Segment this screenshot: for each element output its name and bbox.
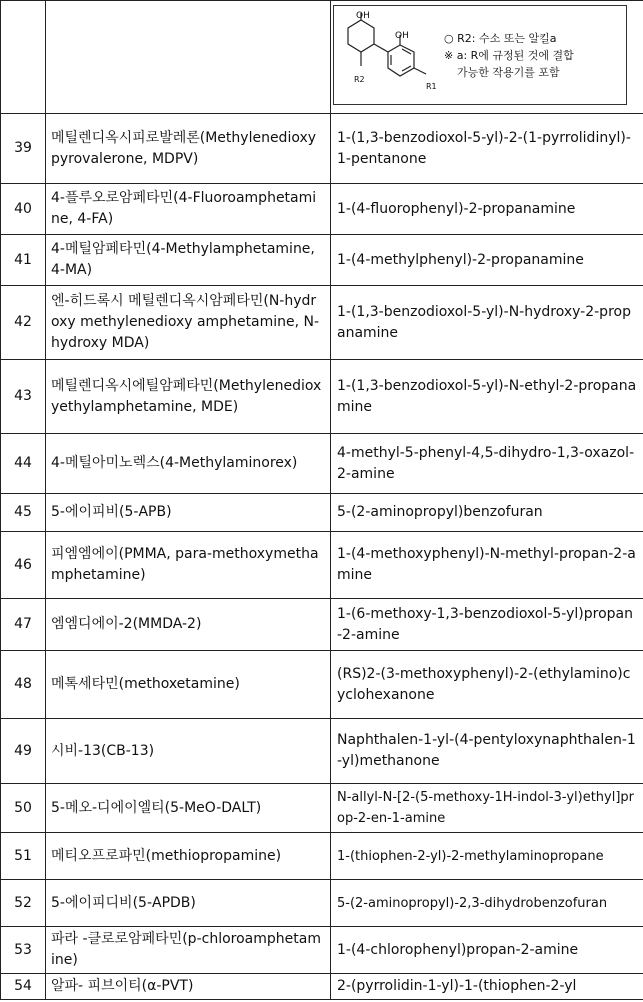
substance-name: 피엠엠에이(PMMA, para-methoxymethamphetamine) <box>46 532 331 599</box>
chemical-name: 2-(pyrrolidin-1-yl)-1-(thiophen-2-yl <box>331 974 643 1000</box>
table-row <box>1 360 643 434</box>
structure-figure <box>333 5 627 105</box>
chemical-name: N-allyl-N-[2-(5-methoxy-1H-indol-3-yl)ethyl]prop-2-en-1-amine <box>331 784 643 833</box>
chemical-name: 5-(2-aminopropyl)-2,3-dihydrobenzofuran <box>331 880 643 927</box>
table-row <box>1 719 643 784</box>
chemical-name: 1-(6-methoxy-1,3-benzodioxol-5-yl)propan-2-amine <box>331 599 643 651</box>
table-row <box>1 494 643 532</box>
chemical-name: Naphthalen-1-yl-(4-pentyloxynaphthalen-1-yl)methanone <box>331 719 643 784</box>
row-number: 43 <box>1 360 46 434</box>
row-number: 45 <box>1 494 46 532</box>
header-empty-name <box>46 1 331 114</box>
row-number: 40 <box>1 184 46 235</box>
chemical-name: 1-(1,3-benzodioxol-5-yl)-2-(1-pyrrolidinyl)-1-pentanone <box>331 114 643 184</box>
table-row <box>1 880 643 927</box>
chemical-name: 1-(4-methoxyphenyl)-N-methyl-propan-2-amine <box>331 532 643 599</box>
r1-label: R1 <box>426 82 437 91</box>
table-row <box>1 235 643 286</box>
table-row <box>1 651 643 719</box>
substance-name: 4-플루오로암페타민(4-Fluoroamphetamine, 4-FA) <box>46 184 331 235</box>
row-number: 46 <box>1 532 46 599</box>
row-number: 49 <box>1 719 46 784</box>
row-number: 53 <box>1 927 46 974</box>
substance-name: 메톡세타민(methoxetamine) <box>46 651 331 719</box>
row-number: 47 <box>1 599 46 651</box>
row-number: 50 <box>1 784 46 833</box>
row-number: 42 <box>1 286 46 360</box>
chemical-name: 5-(2-aminopropyl)benzofuran <box>331 494 643 532</box>
row-number: 39 <box>1 114 46 184</box>
chemical-name: 1-(thiophen-2-yl)-2-methylaminopropane <box>331 833 643 880</box>
chemical-name: 1-(1,3-benzodioxol-5-yl)-N-ethyl-2-propanamine <box>331 360 643 434</box>
oh-top-label: OH <box>356 11 370 21</box>
table-header-row <box>1 1 643 114</box>
table-row <box>1 833 643 880</box>
substance-name: 알파- 피브이티(α-PVT) <box>46 974 331 1000</box>
table-row <box>1 784 643 833</box>
substance-name: 파라 -클로로암페타민(p-chloroamphetamine) <box>46 927 331 974</box>
header-empty-num <box>1 1 46 114</box>
substance-name: 4-메틸아미노렉스(4-Methylaminorex) <box>46 434 331 494</box>
row-number: 51 <box>1 833 46 880</box>
legend-line: 가능한 작용기를 포함 <box>457 66 560 79</box>
chemical-name: 1-(4-chlorophenyl)propan-2-amine <box>331 927 643 974</box>
oh-ring-label: OH <box>395 31 409 41</box>
table-row <box>1 434 643 494</box>
substance-name: 메틸렌디옥시에틸암페타민(Methylenedioxyethylamphetamine, MDE) <box>46 360 331 434</box>
row-number: 41 <box>1 235 46 286</box>
substance-name: 4-메틸암페타민(4-Methylamphetamine, 4-MA) <box>46 235 331 286</box>
row-number: 54 <box>1 974 46 1000</box>
substance-name: 시비-13(CB-13) <box>46 719 331 784</box>
table-row <box>1 184 643 235</box>
substance-name: 엠엠디에이-2(MMDA-2) <box>46 599 331 651</box>
chemical-name: 4-methyl-5-phenyl-4,5-dihydro-1,3-oxazol-2-amine <box>331 434 643 494</box>
substance-name: 5-에이피디비(5-APDB) <box>46 880 331 927</box>
substance-name: 메티오프로파민(methiopropamine) <box>46 833 331 880</box>
row-number: 44 <box>1 434 46 494</box>
substance-name: 5-메오-디에이엘티(5-MeO-DALT) <box>46 784 331 833</box>
structure-legend <box>444 30 574 81</box>
table-row <box>1 927 643 974</box>
substance-name: 5-에이피비(5-APB) <box>46 494 331 532</box>
legend-line: ○ R2: 수소 또는 알킬a <box>444 32 557 45</box>
table-row <box>1 532 643 599</box>
chemical-name: 1-(1,3-benzodioxol-5-yl)-N-hydroxy-2-propanamine <box>331 286 643 360</box>
row-number: 52 <box>1 880 46 927</box>
chemical-name: 1-(4-methylphenyl)-2-propanamine <box>331 235 643 286</box>
table-row <box>1 974 643 1000</box>
table-row <box>1 286 643 360</box>
table-row <box>1 599 643 651</box>
chemical-name: (RS)2-(3-methoxyphenyl)-2-(ethylamino)cyclohexanone <box>331 651 643 719</box>
legend-line: ※ a: R에 규정된 것에 결합 <box>444 49 574 62</box>
row-number: 48 <box>1 651 46 719</box>
r2-label: R2 <box>354 75 365 84</box>
structure-cell <box>331 1 643 114</box>
chemical-name: 1-(4-fluorophenyl)-2-propanamine <box>331 184 643 235</box>
table-row <box>1 114 643 184</box>
substance-name: 엔-히드록시 메틸렌디옥시암페타민(N-hydroxy methylenedioxy amphetamine, N-hydroxy MDA) <box>46 286 331 360</box>
substance-name: 메틸렌디옥시피로발레론(Methylenedioxypyrovalerone, MDPV) <box>46 114 331 184</box>
